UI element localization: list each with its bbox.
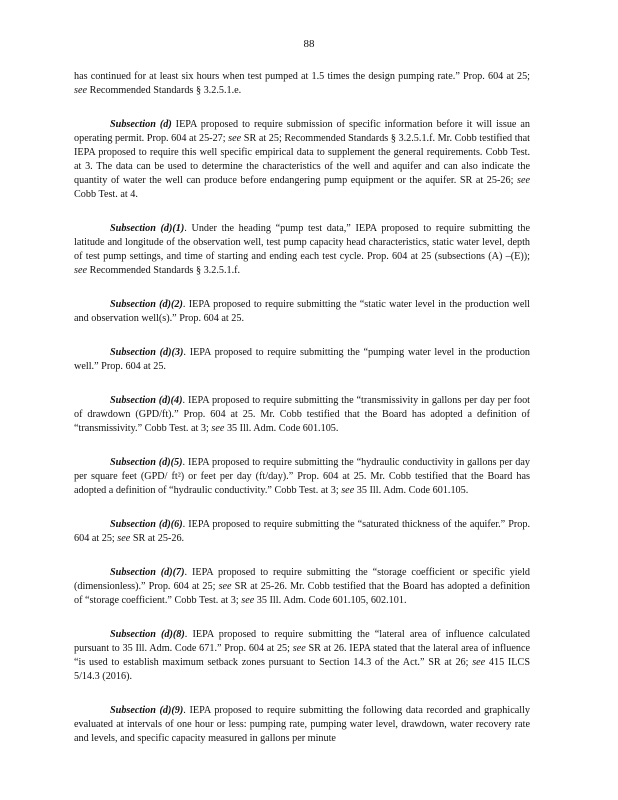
citation-signal: see	[241, 595, 255, 606]
subsection-code: (d)(5)	[158, 457, 183, 468]
paragraph-text: . IEPA proposed to require submitting the “transmissivity in gallons per day per foot of drawdown (GPD/ft).” Prop. 604 at 25. Mr. Cobb testified that the Board has adopted a definition of “transmissivity.” Cobb Test. at 3;	[74, 395, 531, 434]
subsection-code: (d)(4)	[158, 395, 183, 406]
citation-signal: see	[74, 85, 88, 96]
paragraph-text: . Under the heading “pump test data,” IEPA proposed to require submitting the latitude and longitude of the observation well, test pump capacity head characteristics, static water level, depth of test pump settings, and time of starting and ending each test cycle. Prop. 604 at 25 (subsections (A) –(E));	[74, 223, 530, 262]
paragraph-text: 415 ILCS 5/14.3 (2016).	[74, 657, 530, 682]
paragraph-text: 35 Ill. Adm. Code 601.105, 602.101.	[254, 595, 407, 606]
paragraph	[74, 298, 530, 326]
subsection-heading: Subsection	[110, 119, 156, 130]
paragraph-text: SR at 25; Recommended Standards § 3.2.5.1.f. Mr. Cobb testified that IEPA proposed to require this well specific empirical data to supplement the general requirements. Cobb Test. at 3. The data can be used to determine the characteristics of the well and aquifer and can also indicate the quantity of water the well can produce before endangering pump equipment or the aquifer. SR at 25-26;	[74, 133, 530, 186]
paragraph-text: . IEPA proposed to require submitting the following data recorded and graphically evaluated at intervals of one hour or less: pumping rate, pumping water level, drawdown, water recovery rate and levels, and specific capacity measured in gallons per minute	[74, 705, 530, 744]
citation-signal: see	[74, 265, 88, 276]
paragraph-text: . IEPA proposed to require submitting the “storage coefficient or specific yield (dimensionless).” Prop. 604 at 25;	[74, 567, 530, 592]
paragraph	[74, 704, 530, 746]
paragraph-text: Recommended Standards § 3.2.5.1.e.	[87, 85, 242, 96]
paragraph-text: . IEPA proposed to require submitting the “saturated thickness of the aquifer.” Prop. 604 at 25;	[74, 519, 531, 544]
subsection-code: (d)(2)	[159, 299, 183, 310]
subsection-heading: Subsection	[110, 347, 156, 358]
citation-signal: see	[292, 643, 306, 654]
paragraph-text: 35 Ill. Adm. Code 601.105.	[354, 485, 469, 496]
paragraph	[74, 346, 530, 374]
paragraph	[74, 222, 530, 278]
page-number: 88	[303, 38, 315, 50]
paragraph	[74, 70, 530, 98]
paragraph	[74, 518, 530, 546]
document-body	[74, 70, 530, 766]
citation-signal: see	[211, 423, 225, 434]
citation-signal: see	[516, 175, 530, 186]
paragraph	[74, 118, 530, 202]
subsection-code: (d)(1)	[160, 223, 185, 234]
citation-signal: see	[341, 485, 355, 496]
paragraph-text: Cobb Test. at 4.	[74, 189, 138, 200]
paragraph-text: Recommended Standards § 3.2.5.1.f.	[87, 265, 241, 276]
subsection-code: (d)(7)	[160, 567, 185, 578]
paragraph-text: SR at 26. IEPA stated that the lateral area of influence “is used to establish maximum setback zones pursuant to Section 14.3 of the Act.” SR at 26;	[74, 643, 530, 668]
subsection-heading: Subsection	[110, 629, 156, 640]
paragraph-text: 35 Ill. Adm. Code 601.105.	[224, 423, 339, 434]
paragraph	[74, 394, 530, 436]
subsection-code: (d)	[159, 119, 172, 130]
subsection-heading: Subsection	[110, 457, 156, 468]
subsection-heading: Subsection	[110, 567, 156, 578]
paragraph-text: . IEPA proposed to require submitting the “hydraulic conductivity in gallons per day per square feet (GPD/ ft²) or feet per day (ft/day).” Prop. 604 at 25. Mr. Cobb testified that the Board has adopted a definition of “hydraulic conductivity.” Cobb Test. at 3;	[74, 457, 531, 496]
paragraph-text: SR at 25-26. Mr. Cobb testified that the Board has adopted a definition of “storage coefficient.” Cobb Test. at 3;	[74, 581, 530, 606]
citation-signal: see	[218, 581, 232, 592]
paragraph-text: has continued for at least six hours when test pumped at 1.5 times the design pumping rate.” Prop. 604 at 25;	[74, 71, 530, 82]
citation-signal: see	[228, 133, 242, 144]
paragraph-text: . IEPA proposed to require submitting the “pumping water level in the production well.” Prop. 604 at 25.	[74, 347, 531, 372]
paragraph-text: . IEPA proposed to require submitting the “lateral area of influence calculated pursuant to 35 Ill. Adm. Code 671.” Prop. 604 at 25;	[74, 629, 531, 654]
subsection-code: (d)(6)	[158, 519, 183, 530]
subsection-code: (d)(3)	[159, 347, 184, 358]
citation-signal: see	[472, 657, 486, 668]
paragraph-text: SR at 25-26.	[130, 533, 185, 544]
paragraph	[74, 456, 530, 498]
citation-signal: see	[117, 533, 131, 544]
subsection-heading: Subsection	[110, 223, 156, 234]
subsection-heading: Subsection	[110, 299, 156, 310]
subsection-code: (d)(9)	[159, 705, 184, 716]
subsection-heading: Subsection	[110, 705, 156, 716]
paragraph-text: . IEPA proposed to require submitting the “static water level in the production well and observation well(s).” Prop. 604 at 25.	[74, 299, 531, 324]
subsection-code: (d)(8)	[161, 629, 185, 640]
subsection-heading: Subsection	[110, 519, 156, 530]
paragraph	[74, 628, 530, 684]
subsection-heading: Subsection	[110, 395, 156, 406]
paragraph-text: IEPA proposed to require submission of specific information before it will issue an operating permit. Prop. 604 at 25-27;	[74, 119, 531, 144]
paragraph	[74, 566, 530, 608]
